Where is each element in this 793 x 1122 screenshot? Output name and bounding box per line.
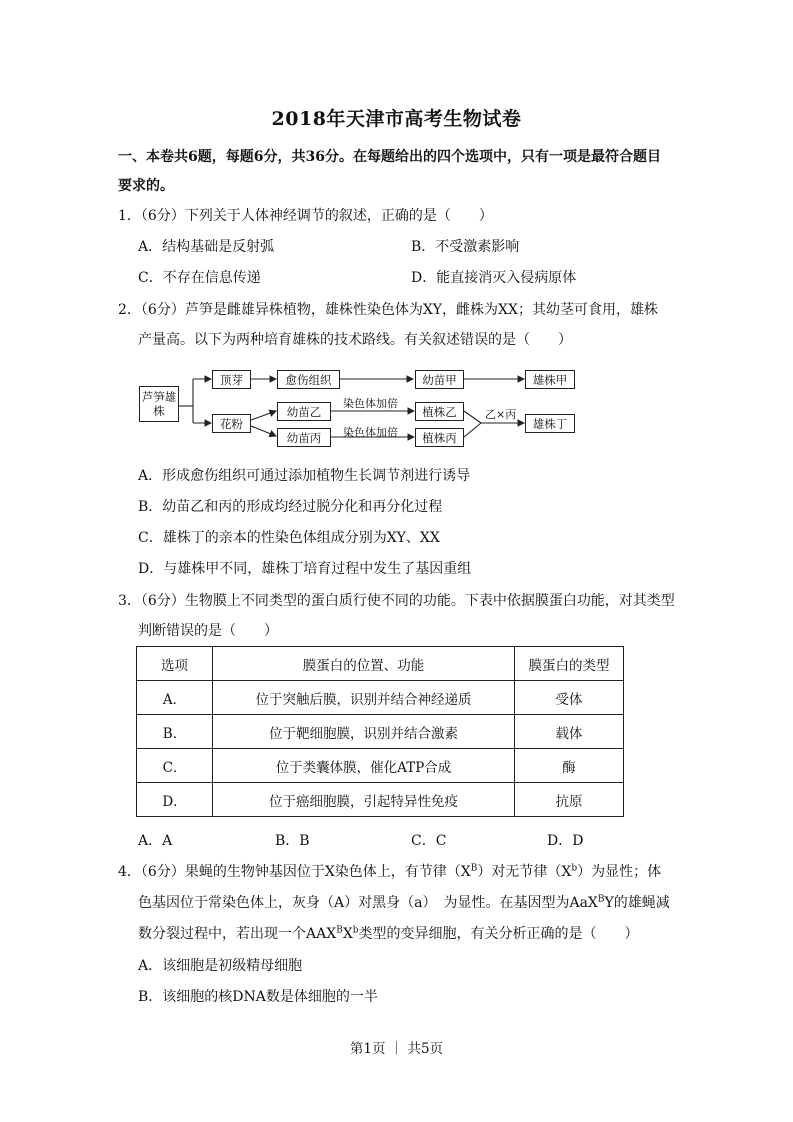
male-d-box: 雄株丁: [525, 414, 575, 433]
q2-option-a: A．形成愈伤组织可通过添加植物生长调节剂进行诱导: [138, 468, 471, 484]
table-header: 膜蛋白的位置、功能: [213, 647, 515, 681]
callus-box: 愈伤组织: [277, 370, 340, 389]
question-1-stem: 1．（6分）下列关于人体神经调节的叙述，正确的是（ ）: [118, 208, 493, 224]
table-cell: C．: [137, 749, 213, 783]
table-cell: 抗原: [515, 783, 624, 817]
question-2-stem: 2．（6分）芦笋是雌雄异株植物，雄株性染色体为XY，雌株为XX；其幼茎可食用，雄株: [118, 302, 658, 318]
pollen-box: 花粉: [212, 414, 251, 433]
question-4-stem-cont2: 数分裂过程中，若出现一个$AAX^BX^b$类型的变异细胞，有关分析正确的是（ ）: [138, 925, 639, 942]
table-cell: 位于类囊体膜，催化ATP合成: [213, 749, 515, 783]
plant-c-box: 植株丙: [415, 428, 464, 447]
q4-option-a: A．该细胞是初级精母细胞: [138, 958, 303, 974]
cross-label: 乙×丙: [485, 408, 517, 421]
table-cell: 位于靶细胞膜，识别并结合激素: [213, 715, 515, 749]
table-row: [137, 715, 624, 749]
table-cell: 位于突触后膜，识别并结合神经递质: [213, 681, 515, 715]
question-3-stem: 3．（6分）生物膜上不同类型的蛋白质行使不同的功能。下表中依据膜蛋白功能，对其类型: [118, 593, 675, 609]
table-cell: 受体: [515, 681, 624, 715]
table-cell: 位于癌细胞膜，引起特异性免疫: [213, 783, 515, 817]
section-heading-cont: 要求的。: [118, 178, 174, 194]
q3-option-b: B．B: [275, 833, 310, 849]
doubling-label-c: 染色体加倍: [343, 426, 398, 439]
q2-option-b: B．幼苗乙和丙的形成均经过脱分化和再分化过程: [138, 499, 443, 515]
question-4-stem-cont: 色基因位于常染色体上，灰身（A）对黑身（a） 为显性。在基因型为AaX$^B$Y的雄蝇减: [138, 894, 670, 911]
q1-option-b: B．不受激素影响: [411, 239, 520, 255]
table-cell: A．: [137, 681, 213, 715]
male-a-box: 雄株甲: [525, 370, 575, 389]
section-heading: 一、本卷共6题，每题6分，共36分。在每题给出的四个选项中，只有一项是最符合题目: [118, 149, 661, 165]
q2-option-c: C．雄株丁的亲本的性染色体组成分别为XY、XX: [138, 530, 440, 546]
q3-option-d: D．D: [547, 833, 584, 849]
table-row: [137, 681, 624, 715]
doubling-label-b: 染色体加倍: [343, 397, 398, 410]
breeding-diagram: [135, 364, 585, 454]
page-title: 2018年天津市高考生物试卷: [271, 108, 522, 130]
plant-b-box: 植株乙: [415, 402, 464, 421]
table-cell: D．: [137, 783, 213, 817]
question-3-stem-cont: 判断错误的是（ ）: [138, 623, 278, 639]
table-cell: B．: [137, 715, 213, 749]
bud-box: 顶芽: [212, 370, 251, 389]
table-header: 选项: [137, 647, 213, 681]
table-cell: 载体: [515, 715, 624, 749]
q1-option-c: C．不存在信息传递: [138, 270, 261, 286]
q4-option-b: B．该细胞的核DNA数是体细胞的一半: [138, 989, 378, 1005]
seedling-c-box: 幼苗丙: [277, 428, 331, 447]
page-footer: 第1页 ｜ 共5页: [349, 1041, 444, 1057]
table-row: [137, 749, 624, 783]
seedling-b-box: 幼苗乙: [277, 402, 331, 421]
q3-option-a: A．A: [138, 833, 173, 849]
table-header-row: [137, 647, 624, 681]
table-cell: 酶: [515, 749, 624, 783]
table-row: [137, 783, 624, 817]
seedling-a-box: 幼苗甲: [415, 370, 464, 389]
question-2-stem-cont: 产量高。以下为两种培育雄株的技术路线。有关叙述错误的是（ ）: [138, 332, 572, 348]
start-box: 芦笋雄株: [139, 386, 179, 422]
membrane-protein-table: [136, 646, 624, 817]
q2-option-d: D．与雄株甲不同，雄株丁培育过程中发生了基因重组: [138, 561, 472, 577]
table-header: 膜蛋白的类型: [515, 647, 624, 681]
q1-option-a: A．结构基础是反射弧: [138, 239, 275, 255]
question-4-stem: 4．（6分）果蝇的生物钟基因位于X染色体上，有节律$(X^B)$对无节律$(X^b)$为显性；体: [118, 863, 662, 880]
q3-option-c: C．C: [411, 833, 447, 849]
q1-option-d: D．能直接消灭入侵病原体: [411, 270, 577, 286]
